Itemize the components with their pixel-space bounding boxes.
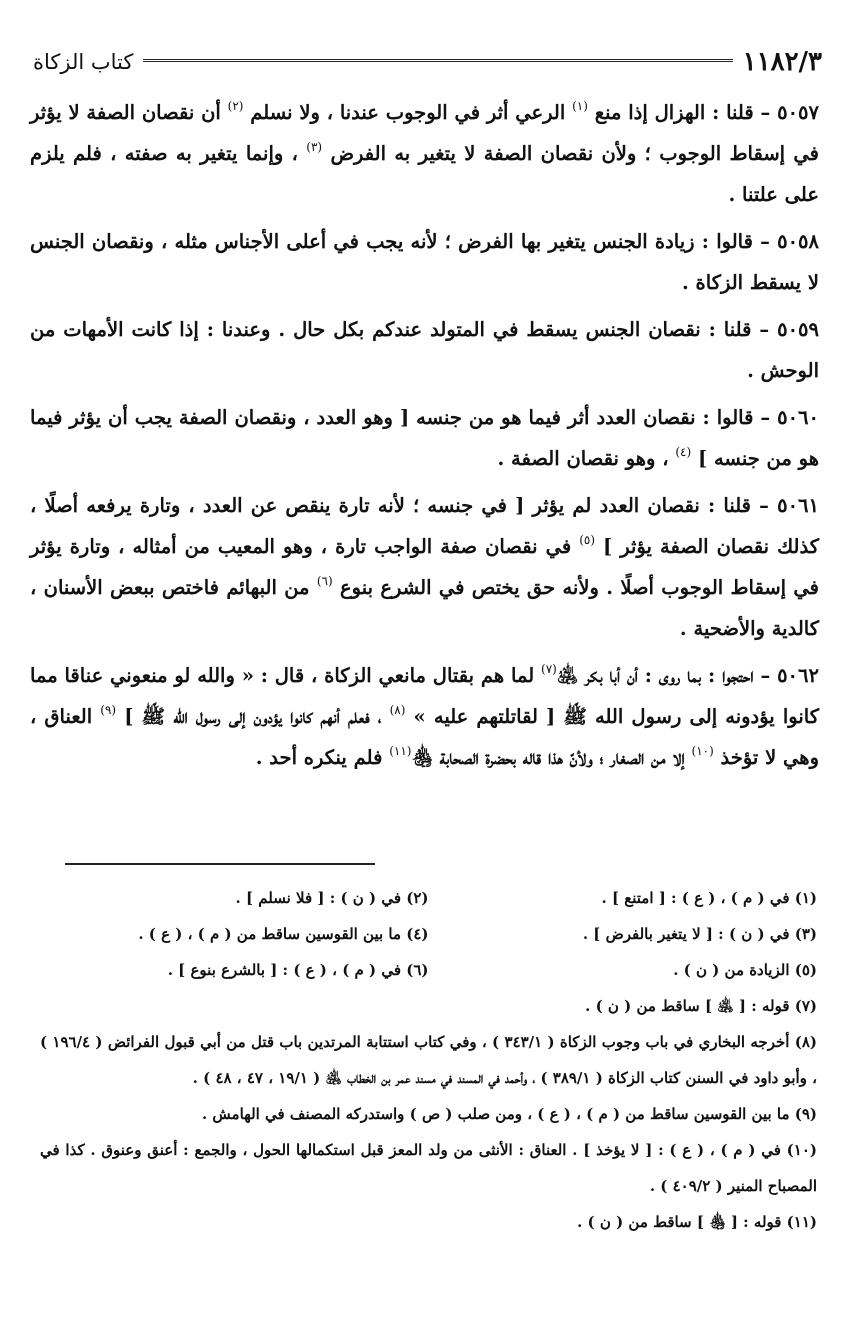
text-segment: أن نقصان الصفة لا يؤثر في إسقاط الوجوب ؛ ولأن نقصان الصفة لا يتغير به الفرض [30, 101, 819, 165]
paragraph-٥٠٦١ [30, 485, 819, 649]
footnote-row [40, 880, 817, 916]
footnote-8: (٨) أخرجه البخاري في باب وجوب الزكاة ( ٣٤٣/١ ) ، وفي كتاب استتابة المرتدين باب قتل من أبي قبول الفرائض ( ١٩٦/٤ ) ، وأبو داود في السنن كتاب الزكاة ( ٣٨٩/١ ) ، وأحمد في المسند في مسند عمر بن الخطاب ﵁ ( ١٩/١ ، ٤٧ ، ٤٨ ) . [40, 1033, 817, 1087]
text-segment: – قالوا : نقصان العدد أثر فيما هو من جنسه [ وهو العدد ، ونقصان الصفة يجب أن يؤثر فيما هو من جنسه ] [30, 406, 819, 470]
footnotes [40, 880, 817, 1240]
text-segment: في نقصان صفة الواجب تارة ، وهو المعيب من أمثاله ، وتارة يؤثر في إسقاط الوجوب أصلًا . ولأنه حق يختص في الشرع بنوع [30, 535, 820, 599]
text-segment: ، وإنما يتغير به صفته ، فلم يلزم على علتنا . [30, 142, 819, 206]
text-segment: – قلنا : الهزال إذا منع [587, 101, 771, 124]
text-segment: ، وهو نقصان الصفة . [497, 447, 676, 470]
text-segment: إلا من الصغار ؛ ولأنّ هذا قاله بحضرة الصحابة ﵃ [411, 746, 692, 769]
footnote-10: (١٠) في ( م ) ، ( ع ) : [ لا يؤخذ ] . العناق : الأنثى من ولد المعز قبل استكمالها الحول ، والجمع : أعنق وعنوق . كذا في المصباح المنير ( ٤٠٩/٢ ) . [40, 1141, 817, 1195]
footnote-ref: (٣) [306, 140, 323, 154]
paragraph-٥٠٥٨ [30, 221, 819, 303]
footnote-ref: (١١) [389, 744, 412, 758]
paragraph-number: ٥٠٦٠ [777, 406, 819, 429]
footnote-ref: (٤) [675, 445, 692, 459]
paragraph-number: ٥٠٥٧ [777, 101, 819, 124]
footnote-separator [65, 863, 375, 865]
footnote-ref: (٢) [227, 99, 244, 113]
paragraph-number: ٥٠٦١ [777, 494, 819, 517]
paragraph-٥٠٥٩ [30, 309, 819, 391]
footnote-11: (١١) قوله : [ ﵃ ] ساقط من ( ن ) . [577, 1213, 817, 1231]
footnote-row [40, 916, 817, 952]
text-segment: – قالوا : زيادة الجنس يتغير بها الفرض ؛ لأنه يجب في أعلى الأجناس مثله ، ونقصان الجنس لا يسقط الزكاة . [30, 230, 819, 294]
text-segment: ، فعلم أنهم كانوا يؤدون إلى رسول الله ﷺ ] [116, 705, 390, 728]
text-segment: الرعي أثر في الوجوب عندنا ، ولا نسلم [243, 101, 573, 124]
footnote-7: (٧) قوله : [ ﵁ ] ساقط من ( ن ) . [585, 997, 817, 1015]
footnote-3: (٣) في ( ن ) : [ لا يتغير بالفرض ] . [582, 925, 817, 943]
header-rule [143, 59, 732, 65]
footnote-1: (١) في ( م ) ، ( ع ) : [ امتنع ] . [601, 889, 817, 907]
paragraph-٥٠٥٧ [30, 92, 819, 215]
paragraph-number: ٥٠٥٨ [777, 230, 819, 253]
footnote-2: (٢) في ( ن ) : [ فلا نسلم ] . [235, 889, 429, 907]
footnote-ref: (١٠) [691, 744, 714, 758]
main-text [30, 92, 819, 784]
footnote-row [40, 952, 817, 988]
footnote-9: (٩) ما بين القوسين ساقط من ( م ) ، ( ع ) ، ومن صلب ( ص ) واستدركه المصنف في الهامش . [201, 1105, 817, 1123]
text-segment: فلم ينكره أحد . [255, 746, 390, 769]
footnote-5: (٥) الزيادة من ( ن ) . [673, 961, 817, 979]
paragraph-number: ٥٠٥٩ [777, 318, 819, 341]
text-segment: – قلنا : نقصان الجنس يسقط في المتولد عندكم بكل حال . وعندنا : إذا كانت الأمهات من الوحش . [30, 318, 819, 382]
text-segment: – احتجوا : بما روى : أن أبا بكر ﵁ [556, 664, 771, 687]
text-segment: – قلنا : نقصان العدد لم يؤثر [ في جنسه ؛ لأنه تارة ينقص عن العدد ، وتارة يرفعه أصلًا ، كذلك نقصان الصفة يؤثر ] [30, 494, 819, 558]
footnote-ref: (٥) [579, 533, 596, 547]
book-title: كتاب الزكاة [33, 50, 134, 74]
footnote-ref: (١) [572, 99, 588, 113]
page-header [33, 40, 822, 84]
footnote-ref: (٨) [389, 703, 406, 717]
footnote-ref: (٧) [541, 662, 557, 676]
text-segment: لما هم بقتال مانعي الزكاة ، قال : « والله لو منعوني عناقا مما كانوا يؤدونه إلى رسول الله ﷺ [ لقاتلتهم عليه » [30, 664, 819, 728]
footnote-ref: (٦) [316, 574, 333, 588]
paragraph-٥٠٦٢ [30, 655, 819, 778]
footnote-6: (٦) في ( م ) ، ( ع ) : [ بالشرع بنوع ] . [167, 961, 429, 979]
paragraph-٥٠٦٠ [30, 397, 819, 479]
page-number: ١١٨٢/٣ [742, 47, 822, 77]
paragraph-number: ٥٠٦٢ [777, 664, 819, 687]
footnote-ref: (٩) [100, 703, 117, 717]
text-segment: العناق ، وهي لا تؤخذ [30, 705, 819, 769]
footnote-4: (٤) ما بين القوسين ساقط من ( م ) ، ( ع ) . [138, 925, 429, 943]
text-segment: من البهائم فاختص ببعض الأسنان ، كالدية والأضحية . [30, 576, 819, 640]
